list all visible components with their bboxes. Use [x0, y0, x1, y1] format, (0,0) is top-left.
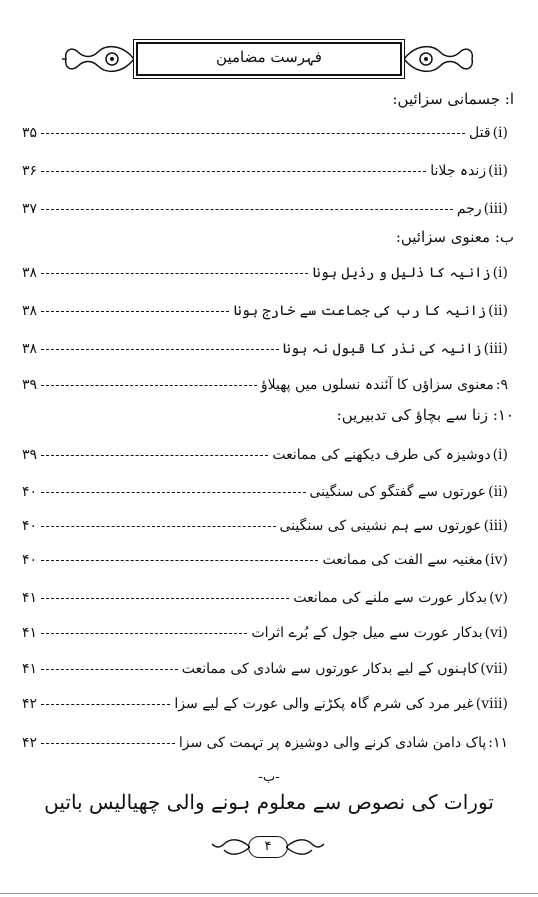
footer-ornament [210, 836, 326, 858]
entry-number: (ii) [488, 484, 508, 500]
toc-entry [22, 338, 508, 360]
entry-title: بدکار عورت سے ملنے کی ممانعت [293, 590, 488, 606]
entry-title: کاہنوں کے لیے بدکار عورتوں سے شادی کی ممانعت [181, 661, 479, 677]
section-heading: ۱۰: زنا سے بچاؤ کی تدبیریں: [336, 406, 514, 424]
entry-number: (ii) [488, 303, 508, 319]
leader-dots [41, 209, 453, 210]
leader-dots [41, 273, 308, 274]
entry-page: ۴۱ [22, 590, 38, 606]
entry-number: (iii) [483, 518, 508, 534]
entry-title: قتل [469, 125, 491, 141]
toc-entry [22, 262, 508, 284]
entry-number: (v) [489, 590, 508, 606]
entry-page: ۴۰ [22, 552, 38, 568]
entry-page: ۳۸ [22, 303, 38, 319]
entry-page: ۴۲ [22, 696, 38, 712]
toc-entry [22, 515, 508, 537]
toc-entry [22, 587, 508, 609]
toc-entry [22, 481, 508, 503]
entry-title: رجم [456, 201, 482, 217]
entry-page: ۳۵ [22, 125, 38, 141]
entry-title: دوشیزہ کی طرف دیکھنے کی ممانعت [272, 447, 491, 463]
toc-entry [22, 122, 508, 144]
toc-entry [22, 693, 508, 715]
entry-title: زانیہ کی نذر کا قبول نہ ہونا [282, 341, 482, 357]
entry-title: عورتوں سے گفتگو کی سنگینی [309, 484, 487, 500]
entry-page: ۴۱ [22, 661, 38, 677]
divider-mark: -ب- [258, 770, 280, 785]
leader-dots [41, 492, 305, 493]
entry-title: پاک دامن شادی کرنے والی دوشیزہ پر تہمت کی سزا [178, 735, 487, 751]
footer-flourish-left-icon [210, 836, 250, 858]
entry-page: ۳۹ [22, 447, 38, 463]
entry-number: (iv) [484, 552, 508, 568]
header-banner [62, 40, 476, 78]
entry-page: ۳۸ [22, 341, 38, 357]
entry-number: (i) [492, 447, 508, 463]
entry-page: ۴۰ [22, 484, 38, 500]
entry-number: (iii) [483, 341, 508, 357]
entry-number: ۹: [495, 377, 508, 393]
leader-dots [41, 743, 175, 744]
entry-page: ۳۶ [22, 163, 38, 179]
entry-title: زندہ جلانا [430, 163, 487, 179]
toc-entry [22, 198, 508, 220]
page-title: فہرست مضامین [216, 48, 322, 66]
entry-page: ۴۱ [22, 625, 38, 641]
toc-entry [22, 732, 508, 754]
entry-number: ۱۱: [488, 735, 508, 751]
leader-dots [41, 171, 426, 172]
entry-title: عورتوں سے ہم نشینی کی سنگینی [279, 518, 482, 534]
entry-title: زانیہ کا رب کی جماعت سے خارج ہونا [233, 303, 487, 319]
entry-number: (i) [492, 125, 508, 141]
entry-page: ۴۲ [22, 735, 38, 751]
entry-title: معنوی سزاؤں کا آئندہ نسلوں میں پھیلاؤ [260, 377, 494, 393]
leader-dots [41, 669, 178, 670]
page-edge [0, 893, 538, 894]
toc-entry [22, 622, 508, 644]
entry-title: زانیہ کا ذلیل و رذیل ہونا [312, 265, 491, 281]
entry-title: غیر مرد کی شرم گاہ پکڑنے والی عورت کے لیے سزا [174, 696, 474, 712]
footer-flourish-right-icon [286, 836, 326, 858]
leader-dots [41, 311, 229, 312]
leader-dots [41, 455, 268, 456]
leader-dots [41, 385, 257, 386]
leader-dots [41, 560, 318, 561]
entry-title: مغنیہ سے الفت کی ممانعت [322, 552, 483, 568]
entry-page: ۳۸ [22, 265, 38, 281]
chapter-subtitle: تورات کی نصوص سے معلوم ہونے والی چھیالیس باتیں [44, 790, 494, 814]
entry-number: (vi) [484, 625, 508, 641]
page-number: ۴ [248, 836, 288, 858]
section-heading: ب: معنوی سزائیں: [395, 228, 514, 246]
entry-number: (vii) [480, 661, 508, 677]
leader-dots [41, 704, 170, 705]
leader-dots [41, 598, 289, 599]
section-heading: ا: جسمانی سزائیں: [392, 90, 514, 108]
entry-number: (viii) [475, 696, 508, 712]
toc-entry [22, 444, 508, 466]
leader-dots [41, 133, 465, 134]
entry-page: ۳۷ [22, 201, 38, 217]
toc-entry [22, 300, 508, 322]
toc-entry [22, 549, 508, 571]
entry-number: (ii) [488, 163, 508, 179]
ornament-right-icon [404, 40, 476, 78]
leader-dots [41, 633, 247, 634]
toc-entry [22, 374, 508, 396]
entry-page: ۴۰ [22, 518, 38, 534]
leader-dots [41, 526, 275, 527]
entry-page: ۳۹ [22, 377, 38, 393]
toc-entry [22, 160, 508, 182]
entry-number: (iii) [483, 201, 508, 217]
toc-entry [22, 658, 508, 680]
entry-number: (i) [492, 265, 508, 281]
leader-dots [41, 349, 279, 350]
entry-title: بدکار عورت سے میل جول کے بُرے اثرات [251, 625, 483, 641]
